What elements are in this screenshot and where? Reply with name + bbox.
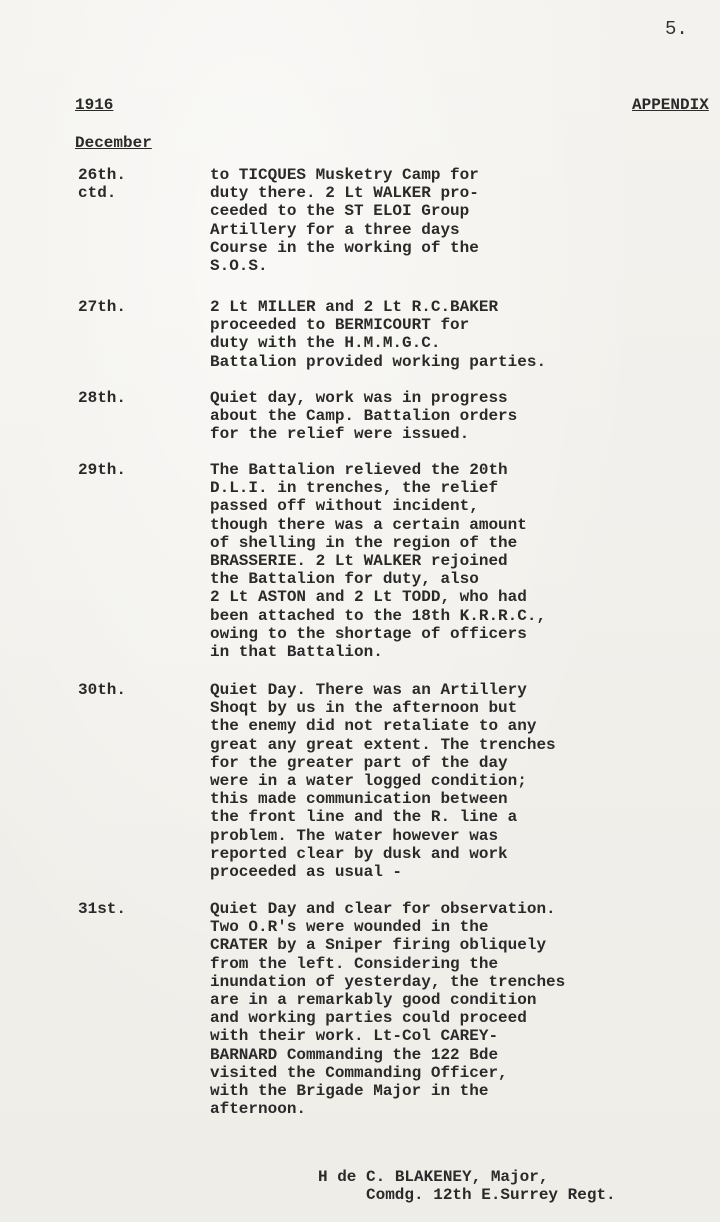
entry-line: owing to the shortage of officers — [210, 624, 527, 643]
entry-line: Quiet day, work was in progress — [210, 389, 508, 407]
entry-date-28th: 28th. — [78, 389, 127, 407]
entry-line: 2 Lt MILLER and 2 Lt R.C.BAKER — [210, 298, 499, 316]
entry-line: Course in the working of the — [210, 238, 479, 257]
entry-line: Quiet Day and clear for observation. — [210, 900, 556, 918]
entry-text-29th — [210, 461, 720, 661]
entry-line: great any great extent. The trenches — [210, 735, 556, 754]
entry-line: duty with the H.M.M.G.C. — [210, 334, 441, 353]
entry-line: been attached to the 18th K.R.R.C., — [210, 606, 547, 625]
month-heading: December — [75, 134, 152, 152]
entry-line: for the relief were issued. — [210, 425, 470, 444]
entry-line: BARNARD Commanding the 122 Bde — [210, 1045, 499, 1064]
entry-line: though there was a certain amount — [210, 515, 527, 534]
entry-line: problem. The water however was — [210, 826, 499, 845]
entry-line: the front line and the R. line a — [210, 808, 518, 827]
signature-title: Comdg. 12th E.Surrey Regt. — [366, 1186, 616, 1205]
entry-line: from the left. Considering the — [210, 954, 499, 973]
entry-line: the Battalion for duty, also — [210, 570, 479, 589]
entry-line: about the Camp. Battalion orders — [210, 407, 518, 426]
entry-line: the enemy did not retaliate to any — [210, 717, 537, 736]
entry-line: inundation of yesterday, the trenches — [210, 972, 566, 991]
entry-text-30th — [210, 681, 720, 881]
entry-line: Shoqt by us in the afternoon but — [210, 699, 518, 718]
year-heading: 1916 — [75, 96, 114, 114]
entry-line: Battalion provided working parties. — [210, 352, 547, 371]
entry-line: BRASSERIE. 2 Lt WALKER rejoined — [210, 552, 508, 571]
entry-text-27th — [210, 298, 720, 371]
entry-date-29th: 29th. — [78, 461, 127, 479]
entry-line: afternoon. — [210, 1100, 307, 1119]
entry-line: are in a remarkably good condition — [210, 991, 537, 1010]
appendix-heading: APPENDIX — [632, 96, 709, 114]
entry-date-27th: 27th. — [78, 298, 127, 316]
entry-line: passed off without incident, — [210, 497, 479, 516]
entry-line: 2 Lt ASTON and 2 Lt TODD, who had — [210, 588, 527, 607]
entry-line: Quiet Day. There was an Artillery — [210, 681, 527, 699]
entry-text-26th — [210, 166, 720, 275]
entry-line: Two O.R's were wounded in the — [210, 918, 489, 937]
entry-line: with their work. Lt-Col CAREY- — [210, 1027, 499, 1046]
entry-line: of shelling in the region of the — [210, 533, 518, 552]
entry-line: were in a water logged condition; — [210, 772, 527, 791]
page-number: 5. — [665, 18, 688, 40]
entry-line: visited the Commanding Officer, — [210, 1063, 508, 1082]
entry-text-31st — [210, 900, 720, 1118]
entry-date-30th: 30th. — [78, 681, 127, 699]
entry-line: duty there. 2 Lt WALKER pro- — [210, 184, 479, 203]
entry-line: D.L.I. in trenches, the relief — [210, 479, 499, 498]
entry-line: for the greater part of the day — [210, 753, 508, 772]
entry-line: this made communication between — [210, 790, 508, 809]
entry-line: ceeded to the ST ELOI Group — [210, 202, 470, 221]
entry-line: proceeded as usual - — [210, 863, 403, 882]
entry-line: CRATER by a Sniper firing obliquely — [210, 936, 547, 955]
entry-line: in that Battalion. — [210, 643, 383, 662]
entry-line: The Battalion relieved the 20th — [210, 461, 508, 479]
entry-line: to TICQUES Musketry Camp for — [210, 166, 479, 184]
signature-block — [318, 1168, 616, 1204]
entry-line: reported clear by dusk and work — [210, 844, 508, 863]
entry-line: Artillery for a three days — [210, 220, 460, 239]
entry-line: proceeded to BERMICOURT for — [210, 316, 470, 335]
entry-line: and working parties could proceed — [210, 1009, 527, 1028]
entry-line: with the Brigade Major in the — [210, 1082, 489, 1101]
signature-name: H de C. BLAKENEY, Major, — [318, 1168, 549, 1186]
entry-date-31st: 31st. — [78, 900, 127, 918]
entry-date-26th: 26th. ctd. — [78, 166, 127, 203]
entry-text-28th — [210, 389, 720, 444]
entry-line: S.O.S. — [210, 257, 268, 276]
